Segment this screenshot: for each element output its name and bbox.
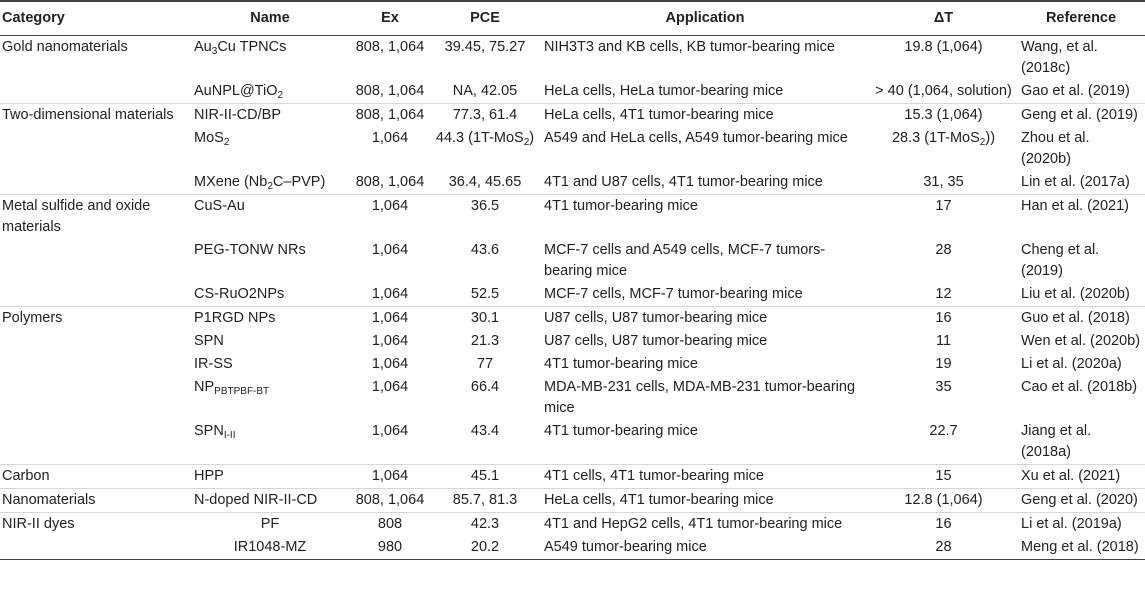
cell-name: [190, 104, 350, 128]
cell-pce: [430, 80, 540, 104]
application-text: 4T1 tumor-bearing mice: [544, 356, 698, 372]
cell-ex: [350, 104, 430, 128]
cell-application: [540, 376, 870, 420]
name-text: MXene (Nb: [194, 174, 268, 190]
name-text: Au: [194, 39, 212, 55]
delta-t-text: 12.8 (1,064): [904, 492, 983, 508]
category-text: Polymers: [2, 310, 63, 326]
cell-category: [0, 353, 190, 376]
cell-name: [190, 489, 350, 513]
application-text: 4T1 and HepG2 cells, 4T1 tumor-bearing mice: [544, 516, 843, 532]
cell-reference: [1017, 239, 1145, 283]
cell-ex: [350, 283, 430, 307]
table-row: [0, 283, 1145, 307]
cell-name: [190, 330, 350, 353]
category-text: Nanomaterials: [2, 492, 96, 508]
table-row: [0, 171, 1145, 195]
cell-ex: [350, 465, 430, 489]
cell-category: [0, 283, 190, 307]
table-row: [0, 80, 1145, 104]
cell-application: [540, 36, 870, 81]
cell-delta-t: [870, 376, 1017, 420]
cell-ex: [350, 239, 430, 283]
cell-name: [190, 465, 350, 489]
cell-pce: [430, 489, 540, 513]
cell-reference: [1017, 127, 1145, 171]
pce-text: 36.5: [470, 198, 500, 214]
cell-application: [540, 80, 870, 104]
cell-name: [190, 536, 350, 560]
delta-t-text: 28.3 (1T-MoS: [891, 130, 980, 146]
cell-delta-t: [870, 104, 1017, 128]
reference-text: Wen et al. (2020b): [1021, 333, 1141, 349]
pce-text: 66.4: [470, 379, 500, 395]
name-text: IR1048-MZ: [233, 539, 307, 555]
cell-pce: [430, 376, 540, 420]
delta-t-text: 19: [935, 356, 952, 372]
cell-reference: [1017, 465, 1145, 489]
pce-text: 45.1: [470, 468, 500, 484]
cell-delta-t: [870, 283, 1017, 307]
application-text: U87 cells, U87 tumor-bearing mice: [544, 310, 768, 326]
cell-reference: [1017, 195, 1145, 240]
cell-reference: [1017, 104, 1145, 128]
cell-delta-t: [870, 513, 1017, 537]
table-row: [0, 353, 1145, 376]
reference-text: Liu et al. (2020b): [1021, 286, 1130, 302]
table-body: [0, 36, 1145, 560]
cell-category: [0, 330, 190, 353]
cell-category: [0, 80, 190, 104]
pce-text-tail: ): [529, 130, 535, 146]
table-row: [0, 307, 1145, 331]
cell-ex: [350, 195, 430, 240]
cell-category: [0, 513, 190, 537]
cell-application: [540, 536, 870, 560]
ex-text: 808: [377, 516, 403, 532]
cell-ex: [350, 513, 430, 537]
name-subscript: 3: [211, 46, 218, 57]
cell-ex: [350, 489, 430, 513]
cell-ex: [350, 80, 430, 104]
cell-name: [190, 127, 350, 171]
reference-text: Han et al. (2021): [1021, 198, 1130, 214]
cell-application: [540, 513, 870, 537]
reference-text: Xu et al. (2021): [1021, 468, 1121, 484]
header-name: Name: [190, 1, 350, 36]
cell-delta-t: [870, 420, 1017, 465]
cell-application: [540, 239, 870, 283]
ex-text: 808, 1,064: [355, 83, 425, 99]
cell-ex: [350, 376, 430, 420]
header-row: [0, 1, 1145, 36]
cell-delta-t: [870, 465, 1017, 489]
table-row: [0, 330, 1145, 353]
cell-reference: [1017, 353, 1145, 376]
cell-delta-t: [870, 80, 1017, 104]
cell-reference: [1017, 376, 1145, 420]
table-row: [0, 420, 1145, 465]
pce-text: 39.45, 75.27: [444, 39, 526, 55]
cell-delta-t: [870, 195, 1017, 240]
name-subscript: 2: [277, 90, 284, 101]
cell-category: [0, 465, 190, 489]
name-subscript: 2: [223, 137, 230, 148]
cell-name: [190, 353, 350, 376]
name-text: PF: [260, 516, 280, 532]
cell-pce: [430, 420, 540, 465]
name-subscript: I-II: [223, 430, 236, 441]
reference-text: Meng et al. (2018): [1021, 539, 1139, 555]
cell-pce: [430, 104, 540, 128]
ex-text: 808, 1,064: [355, 39, 425, 55]
name-text-tail: C–PVP): [272, 174, 326, 190]
cell-category: [0, 127, 190, 171]
reference-text: Li et al. (2020a): [1021, 356, 1122, 372]
application-text: A549 and HeLa cells, A549 tumor-bearing mice: [544, 130, 848, 146]
name-text: IR-SS: [194, 356, 233, 372]
reference-text: Cheng et al. (2019): [1021, 242, 1100, 279]
delta-t-text: 35: [935, 379, 952, 395]
header-category: Category: [0, 1, 190, 36]
name-text: HPP: [194, 468, 224, 484]
name-text: AuNPL@TiO: [194, 83, 278, 99]
cell-reference: [1017, 171, 1145, 195]
cell-pce: [430, 171, 540, 195]
ex-text: 1,064: [371, 286, 409, 302]
pce-text: 85.7, 81.3: [452, 492, 518, 508]
cell-delta-t: [870, 489, 1017, 513]
name-text: CS-RuO2NPs: [194, 286, 285, 302]
reference-text: Li et al. (2019a): [1021, 516, 1122, 532]
delta-t-text: 15: [935, 468, 952, 484]
ex-text: 1,064: [371, 310, 409, 326]
cell-reference: [1017, 489, 1145, 513]
cell-application: [540, 127, 870, 171]
cell-category: [0, 104, 190, 128]
ex-text: 1,064: [371, 130, 409, 146]
cell-category: [0, 376, 190, 420]
cell-application: [540, 283, 870, 307]
name-subscript: PBTPBF-BT: [214, 386, 270, 397]
cell-pce: [430, 353, 540, 376]
category-text: Metal sulfide and oxide materials: [2, 198, 151, 235]
delta-t-subscript: 2: [979, 137, 986, 148]
name-text: SPN: [194, 333, 224, 349]
cell-application: [540, 353, 870, 376]
cell-name: [190, 307, 350, 331]
delta-t-text: 16: [935, 310, 952, 326]
category-text: Gold nanomaterials: [2, 39, 128, 55]
name-text: PEG-TONW NRs: [194, 242, 306, 258]
cell-application: [540, 104, 870, 128]
reference-text: Gao et al. (2019): [1021, 83, 1130, 99]
header-application: Application: [540, 1, 870, 36]
cell-reference: [1017, 307, 1145, 331]
pce-text: 43.4: [470, 423, 500, 439]
pce-text: 21.3: [470, 333, 500, 349]
cell-name: [190, 195, 350, 240]
cell-pce: [430, 536, 540, 560]
application-text: NIH3T3 and KB cells, KB tumor-bearing mice: [544, 39, 835, 55]
pce-text: 20.2: [470, 539, 500, 555]
reference-text: Geng et al. (2020): [1021, 492, 1138, 508]
cell-ex: [350, 36, 430, 81]
pce-subscript: 2: [523, 137, 530, 148]
cell-application: [540, 171, 870, 195]
cell-name: [190, 283, 350, 307]
table-row: [0, 36, 1145, 81]
pce-text: 30.1: [470, 310, 500, 326]
cell-delta-t: [870, 353, 1017, 376]
header-delta-t: ΔT: [870, 1, 1017, 36]
delta-t-text: 12: [935, 286, 952, 302]
ex-text: 1,064: [371, 242, 409, 258]
cell-application: [540, 330, 870, 353]
table-row: [0, 513, 1145, 537]
name-text: NP: [194, 379, 215, 395]
cell-pce: [430, 195, 540, 240]
cell-category: [0, 171, 190, 195]
cell-pce: [430, 283, 540, 307]
header-reference: Reference: [1017, 1, 1145, 36]
reference-text: Lin et al. (2017a): [1021, 174, 1130, 190]
cell-pce: [430, 239, 540, 283]
table-row: [0, 489, 1145, 513]
cell-name: [190, 171, 350, 195]
cell-reference: [1017, 513, 1145, 537]
cell-reference: [1017, 80, 1145, 104]
delta-t-text-tail: )): [985, 130, 996, 146]
cell-pce: [430, 330, 540, 353]
application-text: U87 cells, U87 tumor-bearing mice: [544, 333, 768, 349]
ex-text: 1,064: [371, 356, 409, 372]
pce-text: 44.3 (1T-MoS: [435, 130, 524, 146]
table-row: [0, 195, 1145, 240]
pce-text: 77.3, 61.4: [452, 107, 518, 123]
category-text: Two-dimensional materials: [2, 107, 174, 123]
delta-t-text: 28: [935, 242, 952, 258]
delta-t-text: 31, 35: [923, 174, 964, 190]
delta-t-text: 16: [935, 516, 952, 532]
name-text-tail: Cu TPNCs: [217, 39, 287, 55]
cell-reference: [1017, 420, 1145, 465]
cell-name: [190, 376, 350, 420]
cell-name: [190, 420, 350, 465]
ex-text: 808, 1,064: [355, 492, 425, 508]
cell-delta-t: [870, 127, 1017, 171]
application-text: MDA-MB-231 cells, MDA-MB-231 tumor-bearing mice: [544, 379, 856, 416]
ex-text: 1,064: [371, 468, 409, 484]
reference-text: Geng et al. (2019): [1021, 107, 1138, 123]
cell-category: [0, 36, 190, 81]
pce-text: 43.6: [470, 242, 500, 258]
category-text: NIR-II dyes: [2, 516, 75, 532]
delta-t-text: 17: [935, 198, 952, 214]
ex-text: 808, 1,064: [355, 107, 425, 123]
ex-text: 1,064: [371, 423, 409, 439]
delta-t-text: 11: [935, 333, 952, 349]
name-text: MoS: [194, 130, 224, 146]
header-ex: Ex: [350, 1, 430, 36]
application-text: 4T1 tumor-bearing mice: [544, 423, 698, 439]
table-row: [0, 536, 1145, 560]
cell-pce: [430, 127, 540, 171]
application-text: 4T1 tumor-bearing mice: [544, 198, 698, 214]
ex-text: 808, 1,064: [355, 174, 425, 190]
cell-ex: [350, 330, 430, 353]
reference-text: Zhou et al. (2020b): [1021, 130, 1090, 167]
table-row: [0, 127, 1145, 171]
delta-t-text: > 40 (1,064, solution): [875, 83, 1012, 99]
cell-pce: [430, 513, 540, 537]
cell-category: [0, 489, 190, 513]
cell-ex: [350, 127, 430, 171]
name-text: NIR-II-CD/BP: [194, 107, 281, 123]
application-text: 4T1 and U87 cells, 4T1 tumor-bearing mice: [544, 174, 823, 190]
cell-delta-t: [870, 536, 1017, 560]
cell-delta-t: [870, 171, 1017, 195]
cell-application: [540, 420, 870, 465]
reference-text: Guo et al. (2018): [1021, 310, 1130, 326]
application-text: MCF-7 cells, MCF-7 tumor-bearing mice: [544, 286, 803, 302]
cell-application: [540, 195, 870, 240]
ex-text: 1,064: [371, 198, 409, 214]
pce-text: 42.3: [470, 516, 500, 532]
cell-name: [190, 80, 350, 104]
cell-pce: [430, 36, 540, 81]
cell-reference: [1017, 283, 1145, 307]
table-row: [0, 239, 1145, 283]
cell-pce: [430, 307, 540, 331]
pce-text: 77: [476, 356, 494, 372]
application-text: HeLa cells, HeLa tumor-bearing mice: [544, 83, 784, 99]
delta-t-text: 28: [935, 539, 952, 555]
application-text: MCF-7 cells and A549 cells, MCF-7 tumors-bearing mice: [544, 242, 826, 279]
cell-delta-t: [870, 307, 1017, 331]
cell-category: [0, 536, 190, 560]
cell-category: [0, 307, 190, 331]
name-text: CuS-Au: [194, 198, 245, 214]
cell-category: [0, 420, 190, 465]
delta-t-text: 22.7: [929, 423, 958, 439]
cell-delta-t: [870, 36, 1017, 81]
reference-text: Cao et al. (2018b): [1021, 379, 1138, 395]
cell-name: [190, 513, 350, 537]
ex-text: 1,064: [371, 379, 409, 395]
cell-ex: [350, 420, 430, 465]
name-subscript: 2: [267, 181, 273, 192]
name-text: N-doped NIR-II-CD: [194, 492, 318, 508]
pce-text: 36.4, 45.65: [448, 174, 522, 190]
application-text: HeLa cells, 4T1 tumor-bearing mice: [544, 492, 774, 508]
name-text: SPN: [194, 423, 224, 439]
cell-ex: [350, 536, 430, 560]
cell-ex: [350, 353, 430, 376]
cell-application: [540, 307, 870, 331]
cell-reference: [1017, 330, 1145, 353]
header-pce: PCE: [430, 1, 540, 36]
cell-category: [0, 195, 190, 240]
cell-name: [190, 239, 350, 283]
ex-text: 1,064: [371, 333, 409, 349]
delta-t-text: 19.8 (1,064): [904, 39, 983, 55]
application-text: HeLa cells, 4T1 tumor-bearing mice: [544, 107, 774, 123]
cell-reference: [1017, 536, 1145, 560]
table-row: [0, 465, 1145, 489]
cell-reference: [1017, 36, 1145, 81]
table-row: [0, 104, 1145, 128]
application-text: 4T1 cells, 4T1 tumor-bearing mice: [544, 468, 764, 484]
cell-application: [540, 465, 870, 489]
reference-text: Jiang et al. (2018a): [1021, 423, 1092, 460]
ex-text: 980: [377, 539, 403, 555]
pce-text: 52.5: [470, 286, 500, 302]
category-text: Carbon: [2, 468, 50, 484]
cell-application: [540, 489, 870, 513]
cell-ex: [350, 171, 430, 195]
cell-category: [0, 239, 190, 283]
cell-delta-t: [870, 330, 1017, 353]
reference-text: Wang, et al. (2018c): [1021, 39, 1098, 76]
name-text: P1RGD NPs: [194, 310, 276, 326]
pce-text: NA, 42.05: [452, 83, 518, 99]
table-row: [0, 376, 1145, 420]
cell-name: [190, 36, 350, 81]
cell-ex: [350, 307, 430, 331]
cell-delta-t: [870, 239, 1017, 283]
application-text: A549 tumor-bearing mice: [544, 539, 707, 555]
cell-pce: [430, 465, 540, 489]
delta-t-text: 15.3 (1,064): [904, 107, 983, 123]
